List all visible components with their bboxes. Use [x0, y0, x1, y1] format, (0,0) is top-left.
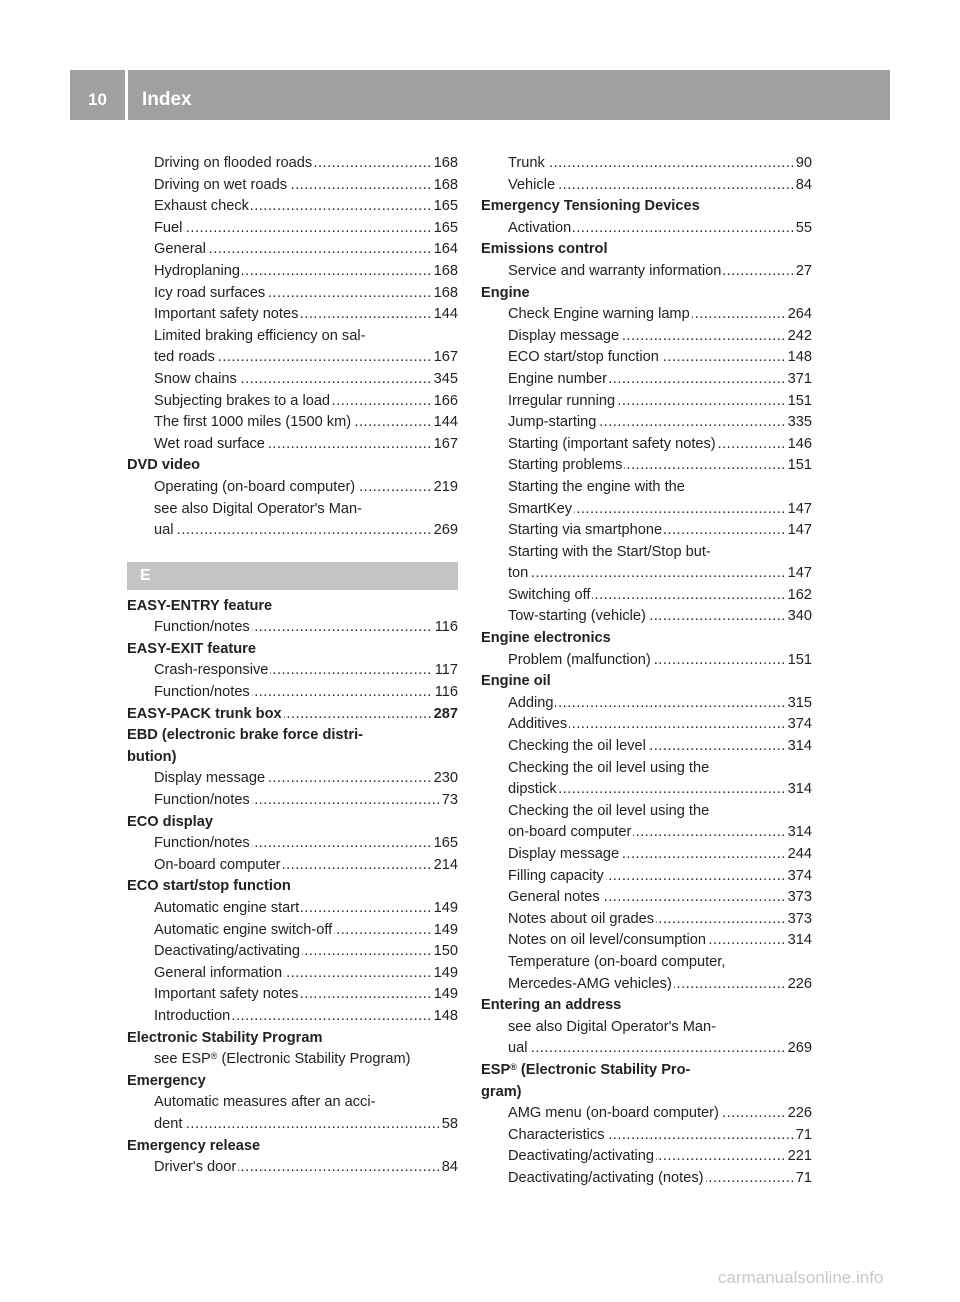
entry-text: Icy road surfaces: [154, 283, 267, 305]
entry-text: dipstick: [508, 779, 559, 801]
entry-text: Important safety notes: [154, 984, 300, 1006]
entry-text: Operating (on-board computer): [154, 477, 357, 499]
entry-text: General notes: [508, 887, 602, 909]
page-ref: 151: [785, 391, 812, 413]
page-ref: 335: [785, 412, 812, 434]
index-subentry: [481, 844, 812, 866]
index-heading: ECO display: [127, 812, 458, 834]
index-subentry: [481, 1017, 812, 1039]
page-ref: 167: [431, 434, 458, 456]
index-subentry: [127, 304, 458, 326]
page-ref: 149: [431, 963, 458, 985]
page-ref: 168: [431, 283, 458, 305]
index-subentry: [127, 898, 458, 920]
index-heading: Engine oil: [481, 671, 812, 693]
index-subentry: [127, 833, 458, 855]
index-heading: EBD (electronic brake force distri-: [127, 725, 458, 747]
index-subentry: [481, 974, 812, 996]
entry-text: Characteristics: [508, 1125, 607, 1147]
page-ref: 71: [793, 1125, 812, 1147]
page-ref: 117: [432, 660, 458, 682]
page-ref: 244: [785, 844, 812, 866]
index-subentry: [127, 239, 458, 261]
index-heading: Emissions control: [481, 239, 812, 261]
index-subentry: [481, 866, 812, 888]
index-subentry: [127, 984, 458, 1006]
index-subentry: [127, 768, 458, 790]
entry-text: Trunk: [508, 153, 547, 175]
index-heading: Emergency: [127, 1071, 458, 1093]
page-ref: 151: [785, 455, 812, 477]
section-letter: E: [140, 566, 151, 584]
entry-text: Tow-starting (vehicle): [508, 606, 648, 628]
entry-text: SmartKey: [508, 499, 574, 521]
page-ref: 264: [785, 304, 812, 326]
index-subentry: [481, 261, 812, 283]
entry-text: Function/notes: [154, 682, 252, 704]
page-header: [70, 70, 890, 120]
entry-text: Starting problems: [508, 455, 624, 477]
page-ref: 116: [432, 617, 458, 639]
index-subentry: [481, 930, 812, 952]
entry-text: Jump-starting: [508, 412, 598, 434]
page-ref: 147: [785, 499, 812, 521]
index-subentry: [481, 412, 812, 434]
index-subentry: [481, 326, 812, 348]
page-ref: 165: [431, 196, 458, 218]
index-subentry: [481, 952, 812, 974]
page-ref: 167: [431, 347, 458, 369]
page-ref: 287: [431, 704, 458, 726]
index-subentry: see ESP® (Electronic Stability Program): [127, 1049, 458, 1071]
entry-text: Filling capacity: [508, 866, 606, 888]
entry-text: General: [154, 239, 208, 261]
entry-text: Exhaust check: [154, 196, 251, 218]
entry-text: Checking the oil level using the: [508, 758, 711, 780]
entry-text: Problem (malfunction): [508, 650, 653, 672]
index-heading: ESP® (Electronic Stability Pro-: [481, 1060, 812, 1082]
entry-text: Crash-responsive: [154, 660, 270, 682]
index-subentry: [481, 887, 812, 909]
page-ref: 58: [439, 1114, 458, 1136]
page-ref: 147: [785, 520, 812, 542]
index-subentry: [481, 736, 812, 758]
page-ref: 165: [431, 218, 458, 240]
index-subentry: [481, 477, 812, 499]
entry-text: Temperature (on-board computer,: [508, 952, 727, 974]
entry-text: The first 1000 miles (1500 km): [154, 412, 353, 434]
index-subentry: [481, 563, 812, 585]
entry-text: Vehicle: [508, 175, 557, 197]
index-subentry: [127, 963, 458, 985]
page-ref: 371: [785, 369, 812, 391]
entry-text: Starting the engine with the: [508, 477, 687, 499]
page-ref: 242: [785, 326, 812, 348]
entry-text: Hydroplaning: [154, 261, 242, 283]
entry-text: Checking the oil level: [508, 736, 648, 758]
index-subentry: [481, 606, 812, 628]
index-subentry: [481, 822, 812, 844]
index-heading: Engine: [481, 283, 812, 305]
page-ref: 162: [785, 585, 812, 607]
index-subentry: [127, 1006, 458, 1028]
entry-text: ual: [154, 520, 175, 542]
index-subentry: [127, 660, 458, 682]
index-subentry: [481, 801, 812, 823]
page-ref: 149: [431, 984, 458, 1006]
page-ref: 144: [431, 412, 458, 434]
page-ref: 214: [431, 855, 458, 877]
index-subentry: [481, 1103, 812, 1125]
entry-text: on-board computer: [508, 822, 633, 844]
index-subentry: [127, 175, 458, 197]
page-ref: 314: [785, 779, 812, 801]
index-subentry: [481, 369, 812, 391]
page-ref: 151: [785, 650, 812, 672]
index-heading: Entering an address: [481, 995, 812, 1017]
page-ref: 269: [431, 520, 458, 542]
entry-text: Automatic engine switch-off: [154, 920, 334, 942]
index-subentry: [481, 650, 812, 672]
page-ref: 149: [431, 920, 458, 942]
entry-text: see also Digital Operator's Man-: [508, 1017, 718, 1039]
index-heading: DVD video: [127, 455, 458, 477]
index-subentry: [481, 391, 812, 413]
page-ref: 71: [793, 1168, 812, 1190]
page-ref: 148: [431, 1006, 458, 1028]
entry-text: Check Engine warning lamp: [508, 304, 692, 326]
page-ref: 373: [785, 887, 812, 909]
entry-text: Wet road surface: [154, 434, 267, 456]
entry-text: Additives: [508, 714, 569, 736]
page-title: Index: [142, 89, 192, 110]
entry-text: ted roads: [154, 347, 217, 369]
watermark-text: carmanualsonline.info: [718, 1268, 884, 1287]
index-subentry: [481, 347, 812, 369]
index-subentry: [481, 1168, 812, 1190]
entry-text: Subjecting brakes to a load: [154, 391, 332, 413]
entry-text: Display message: [508, 844, 621, 866]
page-ref: 116: [432, 682, 458, 704]
page-ref: 373: [785, 909, 812, 931]
index-subentry: [127, 218, 458, 240]
entry-text: Deactivating/activating: [154, 941, 302, 963]
page-ref: 27: [793, 261, 812, 283]
index-subentry: [481, 779, 812, 801]
index-heading: Emergency release: [127, 1136, 458, 1158]
page-ref: 146: [785, 434, 812, 456]
page-ref: 314: [785, 736, 812, 758]
index-subentry: [127, 326, 458, 348]
index-subentry: [127, 196, 458, 218]
index-subentry: [127, 261, 458, 283]
page-ref: 148: [785, 347, 812, 369]
index-subentry: [127, 369, 458, 391]
index-subentry: [127, 790, 458, 812]
page-ref: 166: [431, 391, 458, 413]
entry-text: Snow chains: [154, 369, 239, 391]
entry-text: Deactivating/activating: [508, 1146, 656, 1168]
page-ref: 345: [431, 369, 458, 391]
entry-text: Introduction: [154, 1006, 232, 1028]
index-heading: Emergency Tensioning Devices: [481, 196, 812, 218]
page-ref: 90: [793, 153, 812, 175]
page-ref: 73: [439, 790, 458, 812]
page-ref: 226: [785, 1103, 812, 1125]
entry-text: see also Digital Operator's Man-: [154, 499, 364, 521]
page-ref: 165: [431, 833, 458, 855]
index-subentry: [127, 347, 458, 369]
index-subentry: [481, 714, 812, 736]
index-heading: Electronic Stability Program: [127, 1028, 458, 1050]
index-subentry: [481, 585, 812, 607]
entry-text: Engine number: [508, 369, 609, 391]
entry-text: AMG menu (on-board computer): [508, 1103, 721, 1125]
index-subentry: [481, 499, 812, 521]
entry-text: Limited braking efficiency on sal-: [154, 326, 367, 348]
entry-text: ton: [508, 563, 530, 585]
page-ref: 374: [785, 714, 812, 736]
index-subentry: [127, 499, 458, 521]
entry-text: Switching off: [508, 585, 592, 607]
page-ref: 226: [785, 974, 812, 996]
entry-text: Function/notes: [154, 790, 252, 812]
index-subentry: [481, 434, 812, 456]
index-subentry: ..... Driver's door 84: [127, 1157, 458, 1179]
entry-text: On-board computer: [154, 855, 283, 877]
index-subentry: Automatic measures after an acci-: [127, 1092, 458, 1114]
page-ref: 84: [793, 175, 812, 197]
entry-text: Service and warranty information: [508, 261, 723, 283]
entry-text: Display message: [154, 768, 267, 790]
index-subentry: [127, 941, 458, 963]
page-ref: 340: [785, 606, 812, 628]
entry-text: Driving on wet roads: [154, 175, 289, 197]
page-ref: 144: [431, 304, 458, 326]
entry-text: Function/notes: [154, 833, 252, 855]
page-ref: 168: [431, 153, 458, 175]
index-subentry: [127, 391, 458, 413]
index-subentry: [127, 682, 458, 704]
entry-text: Checking the oil level using the: [508, 801, 711, 823]
page-ref: 374: [785, 866, 812, 888]
index-subentry: [481, 1146, 812, 1168]
entry-text: ECO start/stop function: [508, 347, 661, 369]
index-subentry: [127, 520, 458, 542]
index-subentry: [481, 693, 812, 715]
index-heading: bution): [127, 747, 458, 769]
page-ref: 164: [431, 239, 458, 261]
index-heading-entry: ..... EASY-PACK trunk box 287: [127, 704, 458, 726]
entry-text: ual: [508, 1038, 529, 1060]
index-subentry: [481, 1038, 812, 1060]
index-subentry: [481, 455, 812, 477]
index-subentry: [127, 920, 458, 942]
entry-text: Display message: [508, 326, 621, 348]
index-subentry: [127, 477, 458, 499]
index-subentry: [481, 758, 812, 780]
header-divider: [125, 70, 128, 120]
index-heading: ECO start/stop function: [127, 876, 458, 898]
entry-text: Function/notes: [154, 617, 252, 639]
entry-text: Starting with the Start/Stop but-: [508, 542, 713, 564]
index-subentry: [481, 520, 812, 542]
section-letter-bar: [127, 562, 458, 590]
page-ref: 149: [431, 898, 458, 920]
entry-text: Automatic engine start: [154, 898, 301, 920]
page-ref: 168: [431, 175, 458, 197]
entry-text: Fuel: [154, 218, 184, 240]
index-subentry: [127, 617, 458, 639]
page-ref: 221: [785, 1146, 812, 1168]
entry-text: Deactivating/activating (notes): [508, 1168, 706, 1190]
index-subentry: [481, 542, 812, 564]
index-subentry: [127, 283, 458, 305]
index-subentry: [127, 153, 458, 175]
page-ref: 150: [431, 941, 458, 963]
index-subentry: [481, 153, 812, 175]
entry-text: Starting via smartphone: [508, 520, 664, 542]
entry-text: Irregular running: [508, 391, 617, 413]
index-subentry: [481, 218, 812, 240]
entry-text: Starting (important safety notes): [508, 434, 718, 456]
page-ref: 315: [785, 693, 812, 715]
entry-text: Notes about oil grades: [508, 909, 656, 931]
index-heading: EASY-ENTRY feature: [127, 596, 458, 618]
page-ref: 219: [431, 477, 458, 499]
page-ref: 84: [439, 1157, 458, 1179]
entry-text: General information: [154, 963, 284, 985]
index-subentry: [481, 909, 812, 931]
page-ref: 314: [785, 930, 812, 952]
index-subentry: [481, 304, 812, 326]
index-subentry: [481, 1125, 812, 1147]
page-ref: 55: [793, 218, 812, 240]
entry-text: Activation: [508, 218, 573, 240]
entry-text: Mercedes-AMG vehicles): [508, 974, 674, 996]
index-subentry: [127, 434, 458, 456]
page-ref: 230: [431, 768, 458, 790]
entry-text: Adding: [508, 693, 555, 715]
index-heading: EASY-EXIT feature: [127, 639, 458, 661]
page-ref: 147: [785, 563, 812, 585]
index-subentry: [481, 175, 812, 197]
index-subentry: [127, 855, 458, 877]
index-column-left: [127, 153, 458, 1179]
entry-text: Notes on oil level/consumption: [508, 930, 708, 952]
entry-text: Important safety notes: [154, 304, 300, 326]
index-heading: gram): [481, 1082, 812, 1104]
page-number: 10: [88, 90, 107, 109]
index-heading: Engine electronics: [481, 628, 812, 650]
page-ref: 314: [785, 822, 812, 844]
entry-text: Driving on flooded roads: [154, 153, 314, 175]
index-subentry: [127, 412, 458, 434]
index-subentry: ..... dent 58: [127, 1114, 458, 1136]
index-column-right: [481, 153, 812, 1190]
page-ref: 168: [431, 261, 458, 283]
page-ref: 269: [785, 1038, 812, 1060]
